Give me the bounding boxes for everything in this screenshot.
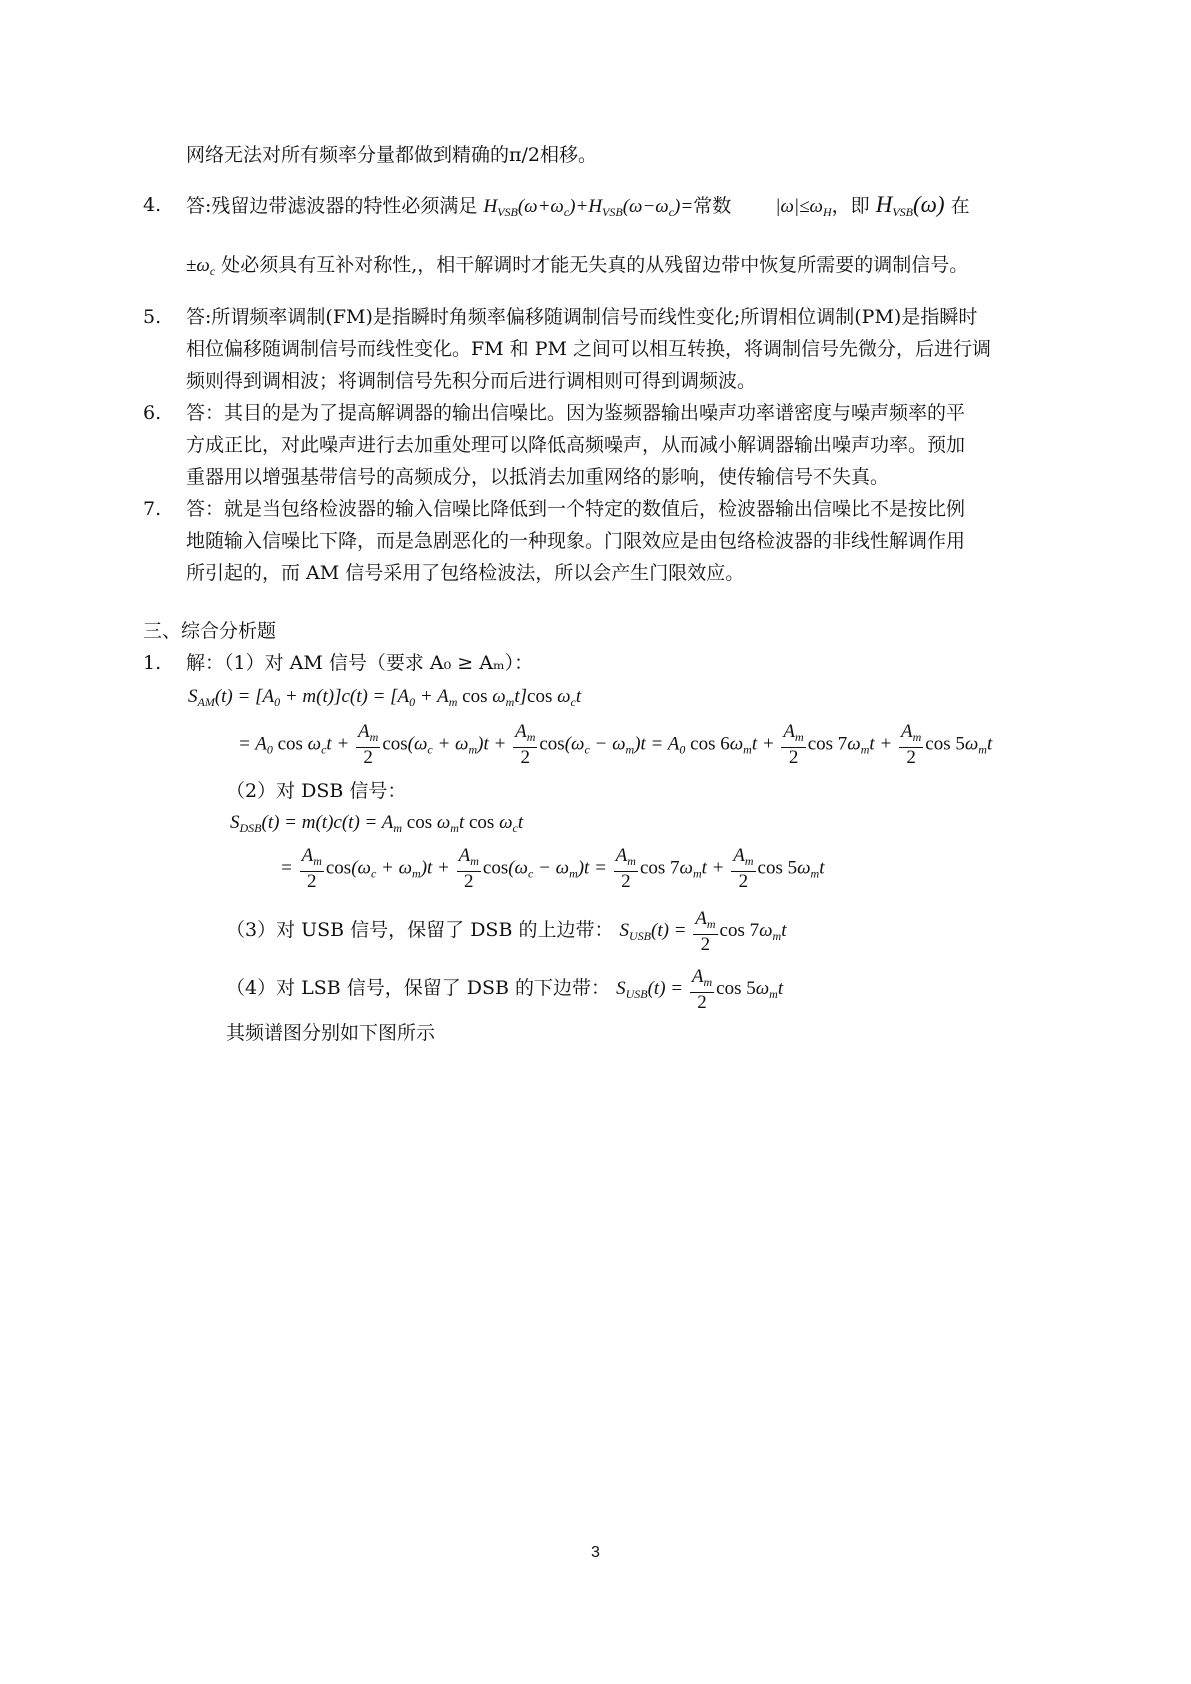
item-number-7: 7. bbox=[143, 498, 162, 520]
lsb-signal-formula: $S_{USB}(t)$ = $\frac{A_m}{2}$ $\cos 5\omega_mt$ bbox=[616, 965, 784, 1013]
item-7-line-1: 答：就是当包络检波器的输入信噪比降低到一个特定的数值后，检波器输出信噪比不是按比例 bbox=[186, 498, 966, 520]
item-4-line-1: 答:残留边带滤波器的特性必须满足 $H_{VSB}(\omega+\omega_c)+H_{VSB}(\omega-\omega_c)=$常数 $|\omega|\le\omega_H$，即 $H_{VSB}(\omega)$ 在 bbox=[186, 192, 970, 219]
section-heading: 三、综合分析题 bbox=[143, 620, 277, 642]
item-5-line-3: 频则得到调相波；将调制信号先积分而后进行调相则可得到调频波。 bbox=[186, 370, 757, 392]
item-number-4: 4. bbox=[143, 194, 162, 216]
question-1-intro: 解：（1）对 AM 信号（要求 A₀ ≥ Aₘ）： bbox=[186, 652, 534, 674]
item-7-line-2: 地随输入信噪比下降，而是急剧恶化的一种现象。门限效应是由包络检波器的非线性解调作用 bbox=[186, 530, 966, 552]
dsb-label: （2）对 DSB 信号： bbox=[226, 780, 407, 802]
item-6-line-3: 重器用以增强基带信号的高频成分，以抵消去加重网络的影响，使传输信号不失真。 bbox=[186, 466, 890, 488]
item-6-line-2: 方成正比，对此噪声进行去加重处理可以降低高频噪声，从而减小解调器输出噪声功率。预加 bbox=[186, 434, 966, 456]
closing-sentence: 其频谱图分别如下图所示 bbox=[226, 1022, 436, 1044]
frequency-range-condition: $|\omega|\le\omega_H$ bbox=[775, 196, 832, 219]
item-5-line-1: 答:所谓频率调制(FM)是指瞬时角频率偏移随调制信号而线性变化;所谓相位调制(PM)是指瞬时 bbox=[186, 306, 978, 328]
usb-line bbox=[226, 908, 787, 958]
am-signal-expansion: = $A_0$ $\cos \omega_ct$ + $\frac{A_m}{2}$ $\cos(\omega_c + \omega_m)t$ + $\frac{A_m}{2}$ $\cos(\omega_c - \omega_m)t = A_0$ $\cos 6\omega_mt$ + $\frac{A_m}{2}$ $\cos 7\omega_mt$ + $\frac{A_m}{2}$ $\cos 5\omega_mt$ bbox=[238, 721, 993, 768]
item-7-line-3: 所引起的，而 AM 信号采用了包络检波法，所以会产生门限效应。 bbox=[186, 562, 745, 584]
paragraph-3-continuation: 网络无法对所有频率分量都做到精确的π/2相移。 bbox=[186, 144, 597, 166]
lsb-label: （4）对 LSB 信号，保留了 DSB 的下边带： bbox=[226, 977, 611, 999]
item-number-5: 5. bbox=[143, 306, 162, 328]
lsb-line bbox=[226, 966, 783, 1016]
page-number: 3 bbox=[591, 1544, 600, 1561]
item-number-6: 6. bbox=[143, 402, 162, 424]
am-signal-formula: $S_{AM}(t) = [A_0 + m(t)]c(t) = [A_0 + A_m$ $\cos \omega_mt]\cos$ $\omega_ct$ bbox=[188, 686, 582, 709]
usb-label: （3）对 USB 信号，保留了 DSB 的上边带： bbox=[226, 919, 614, 941]
dsb-signal-formula: $S_{DSB}(t) = m(t)c(t) = A_m$ $\cos \omega_mt$ $\cos \omega_ct$ bbox=[230, 812, 524, 835]
dsb-signal-expansion: = $\frac{A_m}{2}$ $\cos(\omega_c + \omega_m)t$ + $\frac{A_m}{2}$ $\cos(\omega_c - \omega_m)t$ = $\frac{A_m}{2}$ $\cos 7\omega_mt$ + $\frac{A_m}{2}$ $\cos 5\omega_mt$ bbox=[280, 845, 825, 892]
item-5-line-2: 相位偏移随调制信号而线性变化。FM 和 PM 之间可以相互转换，将调制信号先微分，后进行调 bbox=[186, 338, 991, 360]
question-number-1: 1. bbox=[143, 652, 162, 674]
item-4-line-2: $\pm\omega_c$ 处必须具有互补对称性,，相干解调时才能无失真的从残留边带中恢复所需要的调制信号。 bbox=[186, 254, 969, 278]
item-4-text: 答:残留边带滤波器的特性必须满足 bbox=[186, 195, 478, 217]
vsb-transfer-function: $H_{VSB}(\omega)$ bbox=[875, 192, 945, 219]
usb-signal-formula: $S_{USB}(t)$ = $\frac{A_m}{2}$ $\cos 7\omega_mt$ bbox=[619, 907, 787, 955]
item-6-line-1: 答：其目的是为了提高解调器的输出信噪比。因为鉴频器输出噪声功率谱密度与噪声频率的平 bbox=[186, 402, 966, 424]
vsb-condition-formula: $H_{VSB}(\omega+\omega_c)+H_{VSB}(\omega-\omega_c)=$常数 bbox=[483, 196, 732, 219]
